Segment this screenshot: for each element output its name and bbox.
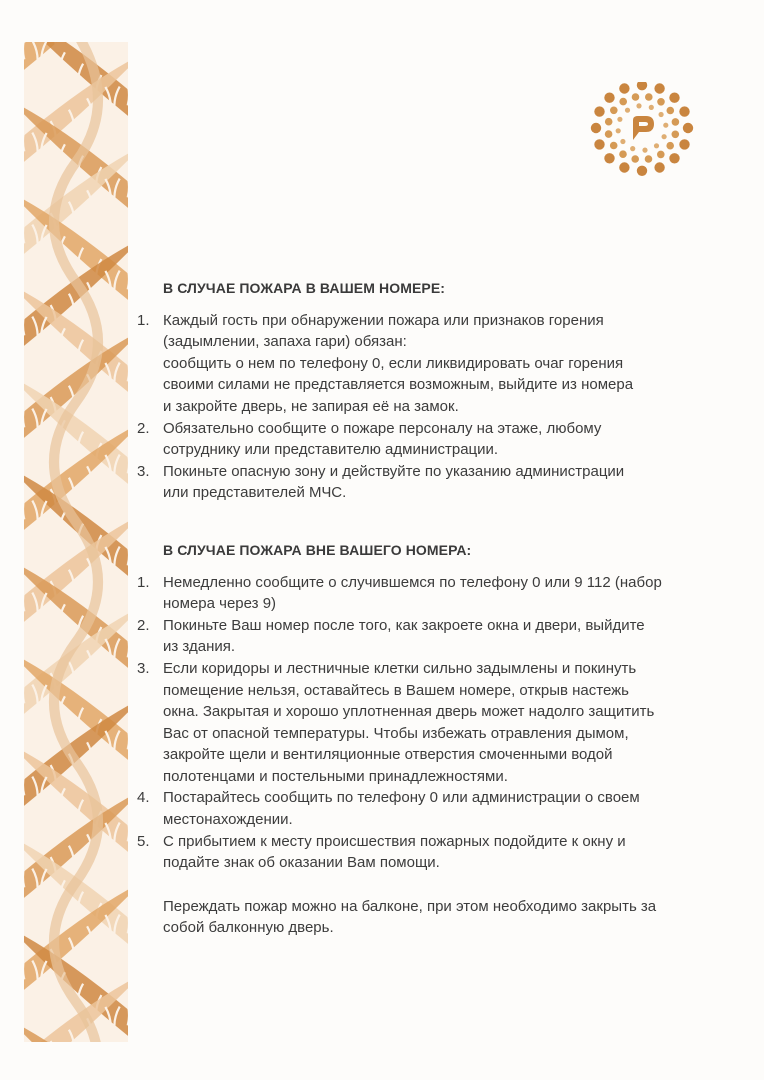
list-item-text: С прибытием к месту происшествия пожарных подойдите к окну и подайте знак об оказании Вам помощи. bbox=[163, 832, 626, 872]
list-item-text: Покиньте Ваш номер после того, как закроете окна и двери, выйдите из здания. bbox=[163, 616, 645, 656]
list-item-text: Немедленно сообщите о случившемся по телефону 0 или 9 112 (набор номера через 9) bbox=[163, 573, 662, 613]
list-item-number: 1. bbox=[137, 311, 150, 329]
sun-dots-logo-icon bbox=[588, 82, 696, 182]
list-item-number: 2. bbox=[137, 419, 150, 437]
list-item-text: Покиньте опасную зону и действуйте по указанию администрации или представителей МЧС. bbox=[163, 462, 625, 502]
list-item bbox=[137, 310, 717, 418]
list-item bbox=[137, 461, 717, 504]
section2-list bbox=[137, 572, 717, 874]
leaf-ornament-icon bbox=[24, 42, 128, 1042]
list-item-number: 4. bbox=[137, 789, 150, 807]
section2-title: В СЛУЧАЕ ПОЖАРА ВНЕ ВАШЕГО НОМЕРА: bbox=[163, 541, 472, 558]
list-item bbox=[137, 787, 717, 830]
list-item-text: Каждый гость при обнаружении пожара или признаков горения (задымлении, запаха гари) обязан: сообщить о нем по телефону 0, если ликвидировать очаг горения своими силами не представляется возможным, выйдите из номера и закройте дверь, не запирая её на замок. bbox=[163, 311, 634, 415]
list-item bbox=[137, 658, 717, 788]
list-item-text: Обязательно сообщите о пожаре персоналу на этаже, любому сотруднику или представителю администрации. bbox=[163, 419, 602, 459]
instructions-content bbox=[137, 278, 717, 939]
section1-list bbox=[137, 310, 717, 504]
list-item-number: 3. bbox=[137, 659, 150, 677]
list-item bbox=[137, 418, 717, 461]
list-item-text: Постарайтесь сообщить по телефону 0 или администрации о своем местонахождении. bbox=[163, 789, 640, 829]
list-item-text: Если коридоры и лестничные клетки сильно задымлены и покинуть помещение нельзя, оставайтесь в Вашем номере, открыв настежь окна. Закрытая и хорошо уплотненная дверь может надолго защитить Вас от опасной температуры. Чтобы избежать отравления дымом, закройте щели и вентиляционные отверстия смоченными водой полотенцами и постельными принадлежностями. bbox=[163, 659, 655, 785]
closing-note: Переждать пожар можно на балконе, при этом необходимо закрыть за собой балконную дверь. bbox=[163, 897, 657, 937]
list-item-number: 3. bbox=[137, 462, 150, 480]
list-item-number: 2. bbox=[137, 616, 150, 634]
list-item bbox=[137, 572, 717, 615]
list-item-number: 1. bbox=[137, 573, 150, 591]
section1-title: В СЛУЧАЕ ПОЖАРА В ВАШЕМ НОМЕРЕ: bbox=[163, 280, 446, 296]
list-item bbox=[137, 831, 717, 874]
logo-letter-icon bbox=[633, 116, 654, 140]
list-item bbox=[137, 615, 717, 658]
list-item-number: 5. bbox=[137, 832, 150, 850]
